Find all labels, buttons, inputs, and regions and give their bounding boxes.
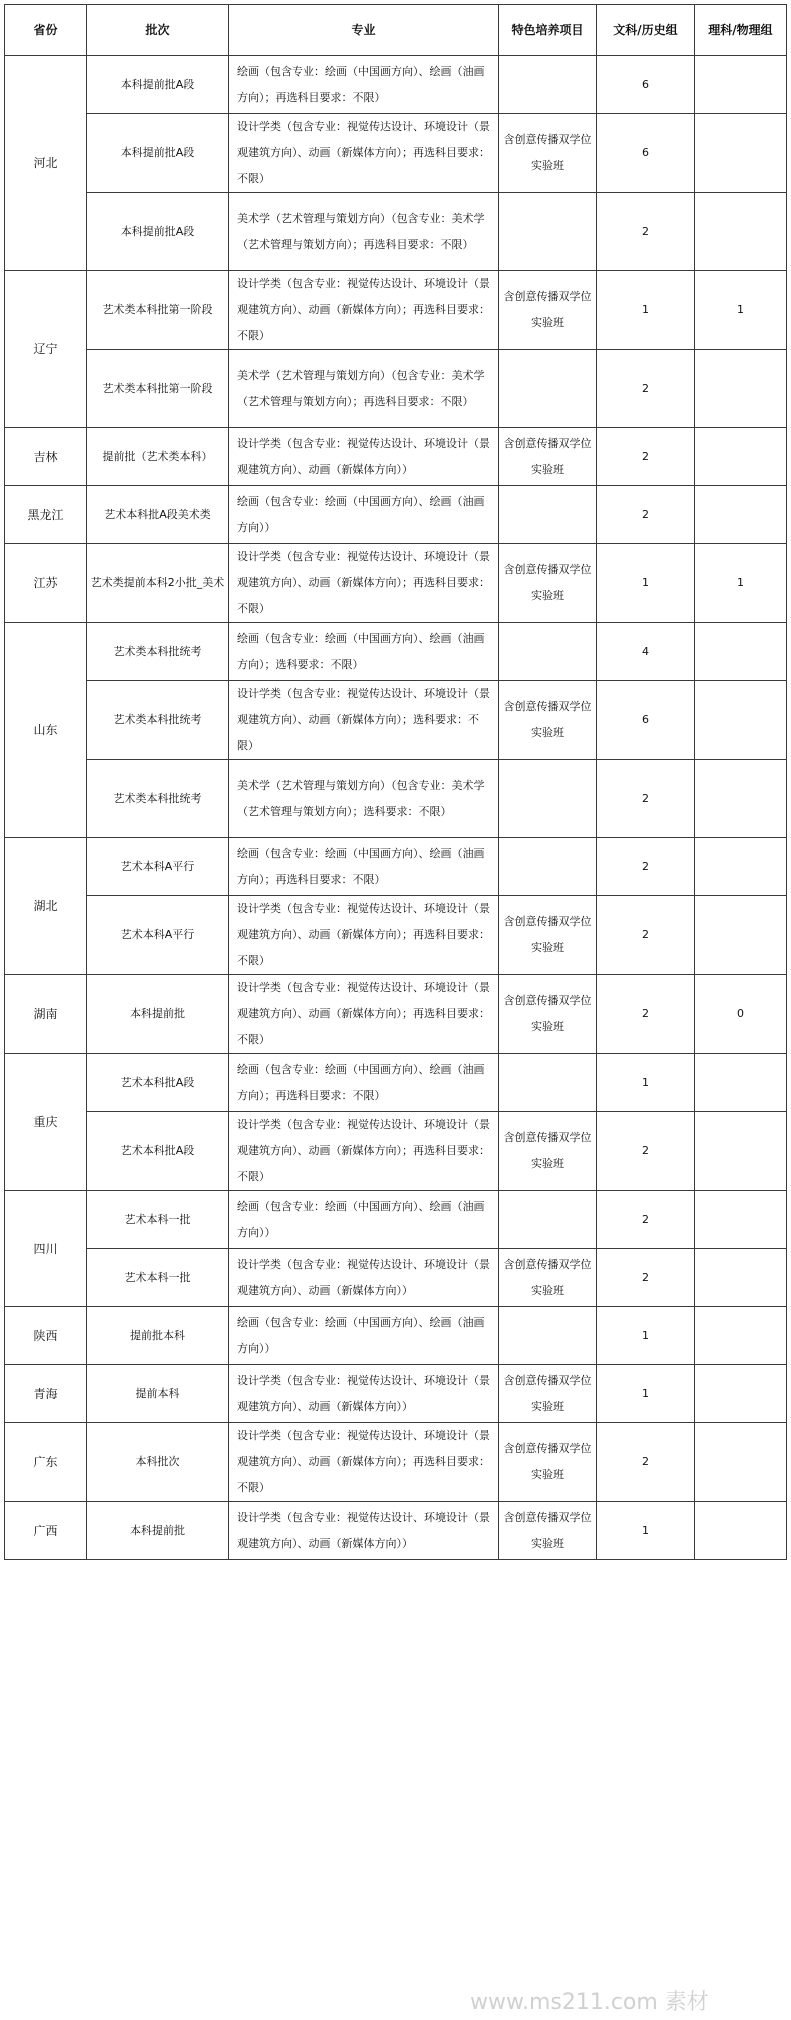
liberal-arts-count-cell: 6 bbox=[597, 681, 695, 760]
program-cell: 含创意传播双学位实验班 bbox=[499, 681, 597, 760]
science-count-cell bbox=[695, 1054, 787, 1112]
table-row bbox=[5, 350, 787, 428]
table-body bbox=[5, 56, 787, 1560]
province-cell: 湖南 bbox=[5, 975, 87, 1054]
batch-cell: 艺术类本科批统考 bbox=[87, 760, 229, 838]
major-cell: 设计学类（包含专业：视觉传达设计、环境设计（景观建筑方向）、动画（新媒体方向）；再选科目要求：不限） bbox=[229, 544, 499, 623]
batch-cell: 艺术本科一批 bbox=[87, 1249, 229, 1307]
batch-cell: 艺术类本科批统考 bbox=[87, 681, 229, 760]
table-row bbox=[5, 975, 787, 1054]
province-cell: 河北 bbox=[5, 56, 87, 271]
program-cell bbox=[499, 1191, 597, 1249]
liberal-arts-count-cell: 2 bbox=[597, 1112, 695, 1191]
major-cell: 绘画（包含专业：绘画（中国画方向）、绘画（油画方向）） bbox=[229, 1307, 499, 1365]
liberal-arts-count-cell: 2 bbox=[597, 1423, 695, 1502]
header-major: 专业 bbox=[229, 5, 499, 56]
header-batch: 批次 bbox=[87, 5, 229, 56]
liberal-arts-count-cell: 2 bbox=[597, 896, 695, 975]
header-liberal-arts: 文科/历史组 bbox=[597, 5, 695, 56]
program-cell: 含创意传播双学位实验班 bbox=[499, 544, 597, 623]
program-cell bbox=[499, 56, 597, 114]
major-cell: 绘画（包含专业：绘画（中国画方向）、绘画（油画方向）；再选科目要求：不限） bbox=[229, 1054, 499, 1112]
program-cell bbox=[499, 1307, 597, 1365]
major-cell: 设计学类（包含专业：视觉传达设计、环境设计（景观建筑方向）、动画（新媒体方向）；再选科目要求：不限） bbox=[229, 271, 499, 350]
batch-cell: 艺术本科A平行 bbox=[87, 838, 229, 896]
liberal-arts-count-cell: 1 bbox=[597, 1365, 695, 1423]
science-count-cell bbox=[695, 350, 787, 428]
liberal-arts-count-cell: 1 bbox=[597, 544, 695, 623]
liberal-arts-count-cell: 1 bbox=[597, 1307, 695, 1365]
major-cell: 绘画（包含专业：绘画（中国画方向）、绘画（油画方向）；选科要求：不限） bbox=[229, 623, 499, 681]
science-count-cell bbox=[695, 623, 787, 681]
major-cell: 绘画（包含专业：绘画（中国画方向）、绘画（油画方向）） bbox=[229, 486, 499, 544]
province-cell: 四川 bbox=[5, 1191, 87, 1307]
province-cell: 青海 bbox=[5, 1365, 87, 1423]
batch-cell: 提前批（艺术类本科） bbox=[87, 428, 229, 486]
major-cell: 设计学类（包含专业：视觉传达设计、环境设计（景观建筑方向）、动画（新媒体方向）；选科要求：不限） bbox=[229, 681, 499, 760]
table-row bbox=[5, 896, 787, 975]
watermark: www.ms211.com 素材 bbox=[470, 1990, 709, 2015]
major-cell: 设计学类（包含专业：视觉传达设计、环境设计（景观建筑方向）、动画（新媒体方向）；再选科目要求：不限） bbox=[229, 896, 499, 975]
liberal-arts-count-cell: 2 bbox=[597, 193, 695, 271]
major-cell: 设计学类（包含专业：视觉传达设计、环境设计（景观建筑方向）、动画（新媒体方向）；再选科目要求：不限） bbox=[229, 1112, 499, 1191]
liberal-arts-count-cell: 1 bbox=[597, 271, 695, 350]
program-cell: 含创意传播双学位实验班 bbox=[499, 1423, 597, 1502]
province-cell: 广东 bbox=[5, 1423, 87, 1502]
major-cell: 绘画（包含专业：绘画（中国画方向）、绘画（油画方向）；再选科目要求：不限） bbox=[229, 56, 499, 114]
major-cell: 设计学类（包含专业：视觉传达设计、环境设计（景观建筑方向）、动画（新媒体方向）） bbox=[229, 428, 499, 486]
major-cell: 设计学类（包含专业：视觉传达设计、环境设计（景观建筑方向）、动画（新媒体方向）；再选科目要求：不限） bbox=[229, 975, 499, 1054]
table-row bbox=[5, 760, 787, 838]
header-science: 理科/物理组 bbox=[695, 5, 787, 56]
major-cell: 设计学类（包含专业：视觉传达设计、环境设计（景观建筑方向）、动画（新媒体方向）） bbox=[229, 1365, 499, 1423]
batch-cell: 提前批本科 bbox=[87, 1307, 229, 1365]
science-count-cell bbox=[695, 1191, 787, 1249]
province-cell: 辽宁 bbox=[5, 271, 87, 428]
science-count-cell bbox=[695, 428, 787, 486]
batch-cell: 本科提前批 bbox=[87, 975, 229, 1054]
batch-cell: 本科批次 bbox=[87, 1423, 229, 1502]
program-cell bbox=[499, 838, 597, 896]
batch-cell: 艺术类本科批第一阶段 bbox=[87, 271, 229, 350]
table-row bbox=[5, 1191, 787, 1249]
liberal-arts-count-cell: 6 bbox=[597, 114, 695, 193]
table-row bbox=[5, 114, 787, 193]
liberal-arts-count-cell: 1 bbox=[597, 1054, 695, 1112]
batch-cell: 艺术本科批A段美术类 bbox=[87, 486, 229, 544]
table-row bbox=[5, 1365, 787, 1423]
liberal-arts-count-cell: 2 bbox=[597, 760, 695, 838]
major-cell: 绘画（包含专业：绘画（中国画方向）、绘画（油画方向）；再选科目要求：不限） bbox=[229, 838, 499, 896]
major-cell: 美术学（艺术管理与策划方向）（包含专业：美术学（艺术管理与策划方向）；选科要求：不限） bbox=[229, 760, 499, 838]
table-row bbox=[5, 1112, 787, 1191]
science-count-cell bbox=[695, 193, 787, 271]
science-count-cell bbox=[695, 486, 787, 544]
batch-cell: 艺术本科批A段 bbox=[87, 1112, 229, 1191]
program-cell: 含创意传播双学位实验班 bbox=[499, 1365, 597, 1423]
batch-cell: 艺术类本科批统考 bbox=[87, 623, 229, 681]
table-row bbox=[5, 1423, 787, 1502]
province-cell: 吉林 bbox=[5, 428, 87, 486]
table-row bbox=[5, 56, 787, 114]
program-cell: 含创意传播双学位实验班 bbox=[499, 1112, 597, 1191]
program-cell bbox=[499, 193, 597, 271]
table-row bbox=[5, 486, 787, 544]
program-cell: 含创意传播双学位实验班 bbox=[499, 896, 597, 975]
table-row bbox=[5, 193, 787, 271]
liberal-arts-count-cell: 2 bbox=[597, 975, 695, 1054]
liberal-arts-count-cell: 2 bbox=[597, 428, 695, 486]
science-count-cell bbox=[695, 1365, 787, 1423]
major-cell: 设计学类（包含专业：视觉传达设计、环境设计（景观建筑方向）、动画（新媒体方向）） bbox=[229, 1502, 499, 1560]
liberal-arts-count-cell: 1 bbox=[597, 1502, 695, 1560]
liberal-arts-count-cell: 2 bbox=[597, 1191, 695, 1249]
science-count-cell bbox=[695, 760, 787, 838]
major-cell: 绘画（包含专业：绘画（中国画方向）、绘画（油画方向）） bbox=[229, 1191, 499, 1249]
major-cell: 美术学（艺术管理与策划方向）（包含专业：美术学（艺术管理与策划方向）；再选科目要求：不限） bbox=[229, 193, 499, 271]
batch-cell: 艺术类本科批第一阶段 bbox=[87, 350, 229, 428]
program-cell bbox=[499, 623, 597, 681]
major-cell: 设计学类（包含专业：视觉传达设计、环境设计（景观建筑方向）、动画（新媒体方向）；再选科目要求：不限） bbox=[229, 114, 499, 193]
science-count-cell: 0 bbox=[695, 975, 787, 1054]
table-row bbox=[5, 623, 787, 681]
program-cell: 含创意传播双学位实验班 bbox=[499, 1249, 597, 1307]
program-cell bbox=[499, 1054, 597, 1112]
science-count-cell bbox=[695, 838, 787, 896]
liberal-arts-count-cell: 2 bbox=[597, 486, 695, 544]
science-count-cell: 1 bbox=[695, 271, 787, 350]
province-cell: 湖北 bbox=[5, 838, 87, 975]
table-row bbox=[5, 1249, 787, 1307]
liberal-arts-count-cell: 6 bbox=[597, 56, 695, 114]
batch-cell: 艺术本科批A段 bbox=[87, 1054, 229, 1112]
program-cell: 含创意传播双学位实验班 bbox=[499, 428, 597, 486]
science-count-cell bbox=[695, 1112, 787, 1191]
liberal-arts-count-cell: 4 bbox=[597, 623, 695, 681]
science-count-cell bbox=[695, 681, 787, 760]
science-count-cell bbox=[695, 56, 787, 114]
program-cell: 含创意传播双学位实验班 bbox=[499, 1502, 597, 1560]
table-row bbox=[5, 681, 787, 760]
science-count-cell: 1 bbox=[695, 544, 787, 623]
science-count-cell bbox=[695, 1423, 787, 1502]
program-cell: 含创意传播双学位实验班 bbox=[499, 114, 597, 193]
batch-cell: 艺术本科A平行 bbox=[87, 896, 229, 975]
table-row bbox=[5, 1054, 787, 1112]
admission-plan-table bbox=[4, 4, 787, 1560]
science-count-cell bbox=[695, 896, 787, 975]
table-row bbox=[5, 428, 787, 486]
table-row bbox=[5, 271, 787, 350]
header-program: 特色培养项目 bbox=[499, 5, 597, 56]
table-row bbox=[5, 544, 787, 623]
header-province: 省份 bbox=[5, 5, 87, 56]
batch-cell: 本科提前批A段 bbox=[87, 193, 229, 271]
science-count-cell bbox=[695, 1502, 787, 1560]
liberal-arts-count-cell: 2 bbox=[597, 1249, 695, 1307]
liberal-arts-count-cell: 2 bbox=[597, 350, 695, 428]
province-cell: 广西 bbox=[5, 1502, 87, 1560]
table-row bbox=[5, 1502, 787, 1560]
program-cell bbox=[499, 760, 597, 838]
liberal-arts-count-cell: 2 bbox=[597, 838, 695, 896]
major-cell: 美术学（艺术管理与策划方向）（包含专业：美术学（艺术管理与策划方向）；再选科目要求：不限） bbox=[229, 350, 499, 428]
major-cell: 设计学类（包含专业：视觉传达设计、环境设计（景观建筑方向）、动画（新媒体方向）；再选科目要求：不限） bbox=[229, 1423, 499, 1502]
program-cell: 含创意传播双学位实验班 bbox=[499, 271, 597, 350]
batch-cell: 艺术类提前本科2小批_美术 bbox=[87, 544, 229, 623]
batch-cell: 艺术本科一批 bbox=[87, 1191, 229, 1249]
major-cell: 设计学类（包含专业：视觉传达设计、环境设计（景观建筑方向）、动画（新媒体方向）） bbox=[229, 1249, 499, 1307]
province-cell: 山东 bbox=[5, 623, 87, 838]
table-row bbox=[5, 1307, 787, 1365]
program-cell bbox=[499, 350, 597, 428]
program-cell: 含创意传播双学位实验班 bbox=[499, 975, 597, 1054]
science-count-cell bbox=[695, 114, 787, 193]
province-cell: 黑龙江 bbox=[5, 486, 87, 544]
header-row bbox=[5, 5, 787, 56]
science-count-cell bbox=[695, 1249, 787, 1307]
province-cell: 陕西 bbox=[5, 1307, 87, 1365]
batch-cell: 本科提前批 bbox=[87, 1502, 229, 1560]
province-cell: 江苏 bbox=[5, 544, 87, 623]
batch-cell: 本科提前批A段 bbox=[87, 114, 229, 193]
program-cell bbox=[499, 486, 597, 544]
science-count-cell bbox=[695, 1307, 787, 1365]
province-cell: 重庆 bbox=[5, 1054, 87, 1191]
batch-cell: 提前本科 bbox=[87, 1365, 229, 1423]
batch-cell: 本科提前批A段 bbox=[87, 56, 229, 114]
table-row bbox=[5, 838, 787, 896]
